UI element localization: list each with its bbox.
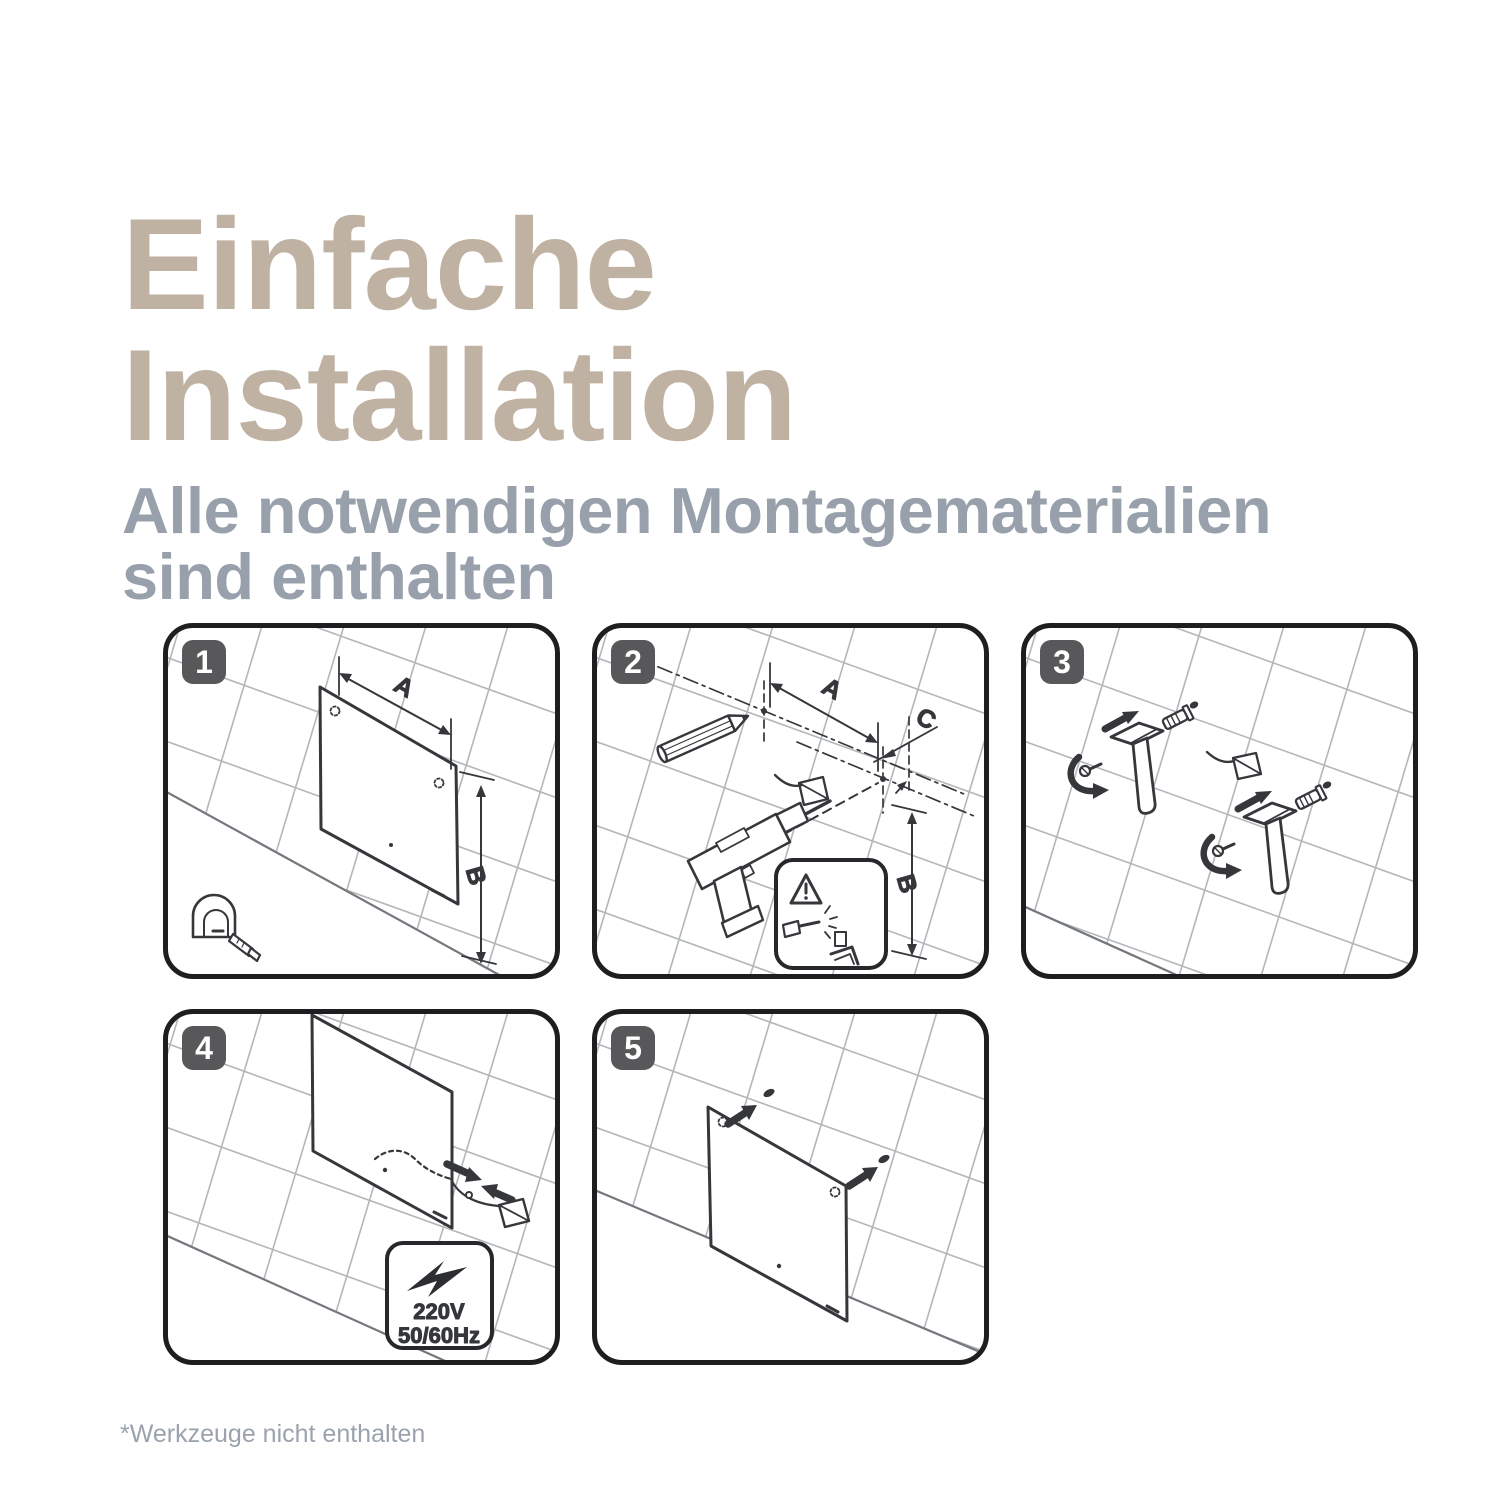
mounting-hook-icon (775, 775, 828, 805)
step-panel-5 (592, 1009, 989, 1365)
step-panel-4 (163, 1009, 560, 1365)
step-panels (123, 607, 1378, 1349)
heater-panel (312, 1015, 452, 1228)
drill-hole (1322, 780, 1333, 790)
dimension-a-arrow (770, 663, 878, 771)
power-inset (387, 1243, 492, 1348)
hammer-plug-group (1071, 700, 1200, 813)
screw-icon (762, 1087, 776, 1099)
arrow-icon (728, 1113, 745, 1124)
voltage-label: 220V (413, 1299, 465, 1324)
step-panel-1 (163, 623, 560, 979)
frequency-label: 50/60Hz (398, 1323, 480, 1348)
drill-hole (1189, 700, 1200, 710)
dimension-a-label: A (817, 672, 847, 706)
arrow-icon (849, 1175, 866, 1186)
plug-symbol-icon (499, 1199, 529, 1227)
footnote: *Werkzeuge nicht enthalten (120, 1420, 426, 1448)
page-title-line1: Einfache (122, 191, 656, 338)
pencil-icon (656, 708, 752, 763)
dimension-a-label: A (389, 670, 419, 704)
step-number-badge: 2 (611, 640, 655, 684)
page-subtitle-line2: sind enthalten (122, 539, 556, 613)
connect-arrows (447, 1164, 512, 1200)
step-number-badge: 4 (182, 1026, 226, 1070)
page-title (122, 191, 797, 469)
step-number-badge: 5 (611, 1026, 655, 1070)
arrow-icon (1105, 718, 1125, 729)
tape-measure-icon (193, 895, 260, 961)
page-title-line2: Installation (122, 322, 797, 469)
screw-icon (877, 1153, 891, 1165)
drill-mark (880, 776, 886, 782)
dimension-b-label: B (890, 871, 923, 897)
step-number-badge: 3 (1040, 640, 1084, 684)
hammer-plug-group (1204, 780, 1333, 893)
heater-panel (320, 687, 458, 904)
step-number-badge: 1 (182, 640, 226, 684)
hammer-icon (1111, 723, 1163, 813)
wall-plug-icon (1294, 785, 1327, 812)
arrow-icon (496, 1193, 512, 1200)
heater-panel (708, 1107, 847, 1321)
step-panel-3 (1021, 623, 1418, 979)
screw-icon (1213, 844, 1234, 856)
page-subtitle (122, 473, 1272, 613)
page-subtitle-line1: Alle notwendigen Montagematerialien (122, 473, 1272, 547)
warning-inset (776, 860, 886, 968)
dimension-b-label: B (459, 863, 492, 889)
wall-plug-icon (1161, 705, 1194, 732)
hammer-icon (1244, 803, 1296, 893)
step-panel-2 (592, 623, 989, 979)
dimension-c-label: C (911, 702, 941, 736)
mounting-hook-icon (1207, 752, 1261, 779)
screw-icon (1080, 764, 1101, 776)
arrow-icon (1238, 798, 1258, 809)
drill-mark (761, 708, 767, 714)
